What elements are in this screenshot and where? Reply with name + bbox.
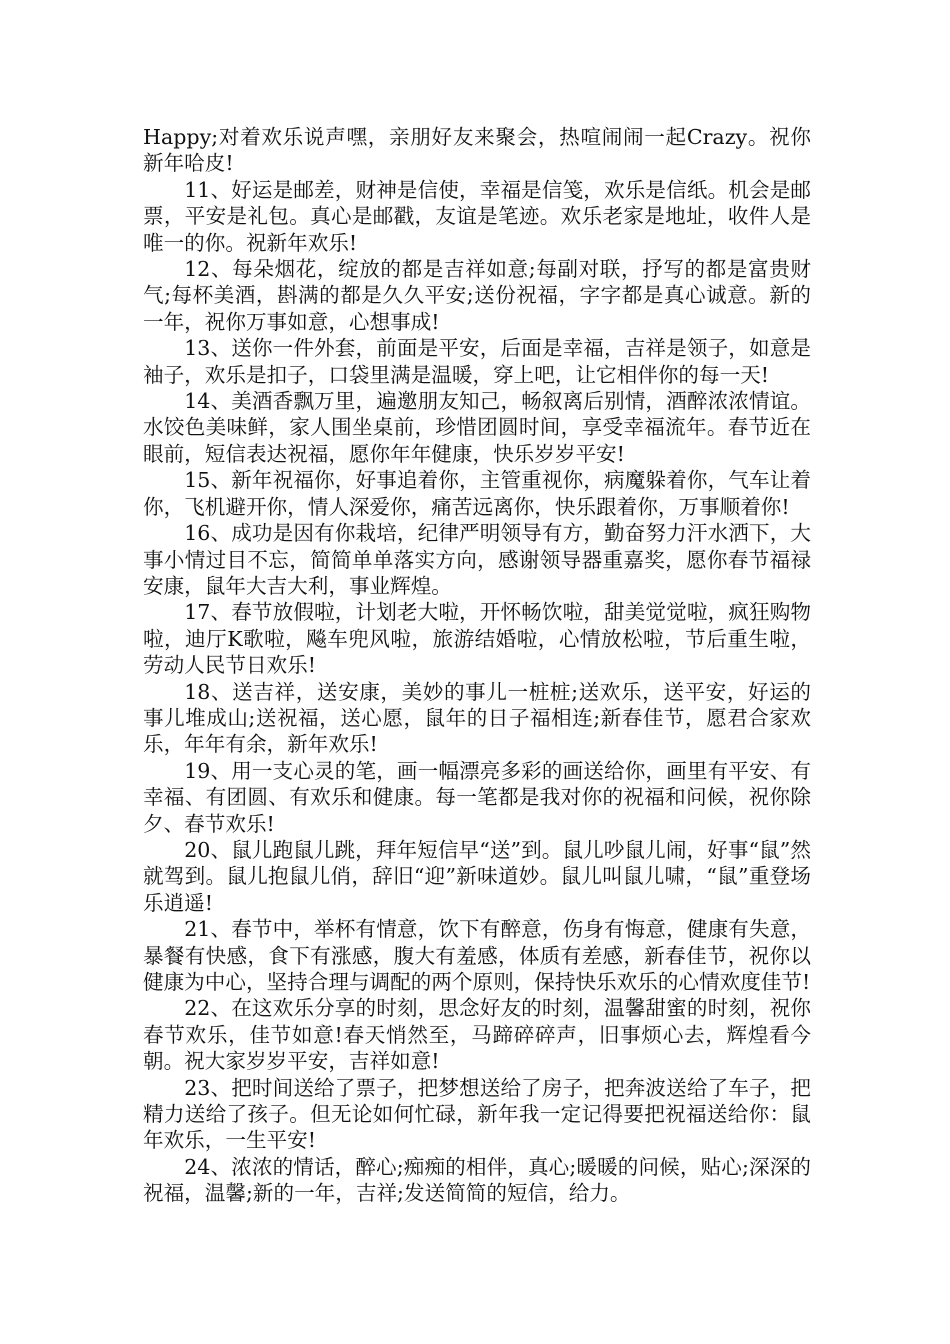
document-body: [143, 124, 811, 1207]
paragraph-19: 19、用一支心灵的笔，画一幅漂亮多彩的画送给你，画里有平安、有幸福、有团圆、有欢乐和健康。每一笔都是我对你的祝福和问候，祝你除夕、春节欢乐!: [143, 758, 811, 836]
paragraph-24: 24、浓浓的情话，醉心;痴痴的相伴，真心;暖暖的问候，贴心;深深的祝福，温馨;新的一年，吉祥;发送简简的短信，给力。: [143, 1154, 811, 1206]
paragraph-13: 13、送你一件外套，前面是平安，后面是幸福，吉祥是领子，如意是袖子，欢乐是扣子，口袋里满是温暖，穿上吧，让它相伴你的每一天!: [143, 336, 811, 387]
paragraph-15: 15、新年祝福你，好事追着你，主管重视你，病魔躲着你，气车让着你，飞机避开你，情人深爱你，痛苦远离你，快乐跟着你，万事顺着你!: [143, 468, 811, 519]
paragraph-16: 16、成功是因有你栽培，纪律严明领导有方，勤奋努力汗水洒下，大事小情过目不忘，简简单单落实方向，感谢领导器重嘉奖，愿你春节福禄安康，鼠年大吉大利，事业辉煌。: [143, 521, 811, 598]
paragraph-17: 17、春节放假啦，计划老大啦，开怀畅饮啦，甜美觉觉啦，疯狂购物啦，迪厅K歌啦，飚车兜风啦，旅游结婚啦，心情放松啦，节后重生啦，劳动人民节日欢乐!: [143, 600, 811, 678]
paragraph-intro: Happy;对着欢乐说声嘿，亲朋好友来聚会，热喧闹闹一起Crazy。祝你新年哈皮!: [143, 125, 811, 176]
paragraph-12: 12、每朵烟花，绽放的都是吉祥如意;每副对联，抒写的都是富贵财气;每杯美酒，斟满的都是久久平安;送份祝福，字字都是真心诚意。新的一年，祝你万事如意，心想事成!: [143, 257, 811, 334]
paragraph-18: 18、送吉祥，送安康，美妙的事儿一桩桩;送欢乐，送平安，好运的事儿堆成山;送祝福，送心愿，鼠年的日子福相连;新春佳节，愿君合家欢乐，年年有余，新年欢乐!: [143, 679, 811, 757]
paragraph-22: 22、在这欢乐分享的时刻，思念好友的时刻，温馨甜蜜的时刻，祝你春节欢乐，佳节如意!春天悄然至，马蹄碎碎声，旧事烦心去，辉煌看今朝。祝大家岁岁平安，吉祥如意!: [143, 996, 811, 1074]
paragraph-11: 11、好运是邮差，财神是信使，幸福是信笺，欢乐是信纸。机会是邮票，平安是礼包。真心是邮戳，友谊是笔迹。欢乐老家是地址，收件人是唯一的你。祝新年欢乐!: [143, 177, 811, 255]
paragraph-21: 21、春节中，举杯有情意，饮下有醉意，伤身有悔意，健康有失意，暴餐有快感，食下有涨感，腹大有羞感，体质有差感，新春佳节，祝你以健康为中心，坚持合理与调配的两个原则，保持快乐欢乐的心情欢度佳节!: [143, 917, 811, 994]
paragraph-14: 14、美酒香飘万里，遍邀朋友知己，畅叙离后别情，酒醉浓浓情谊。水饺色美味鲜，家人围坐桌前，珍惜团圆时间，享受幸福流年。春节近在眼前，短信表达祝福，愿你年年健康，快乐岁岁平安!: [143, 389, 811, 466]
paragraph-20: 20、鼠儿跑鼠儿跳，拜年短信早“送”到。鼠儿吵鼠儿闹，好事“鼠”然就驾到。鼠儿抱鼠儿俏，辞旧“迎”新味道妙。鼠儿叫鼠儿啸，“鼠”重登场乐逍遥!: [143, 837, 811, 915]
paragraph-23: 23、把时间送给了票子，把梦想送给了房子，把奔波送给了车子，把精力送给了孩子。但无论如何忙碌，新年我一定记得要把祝福送给你：鼠年欢乐，一生平安!: [143, 1075, 811, 1153]
